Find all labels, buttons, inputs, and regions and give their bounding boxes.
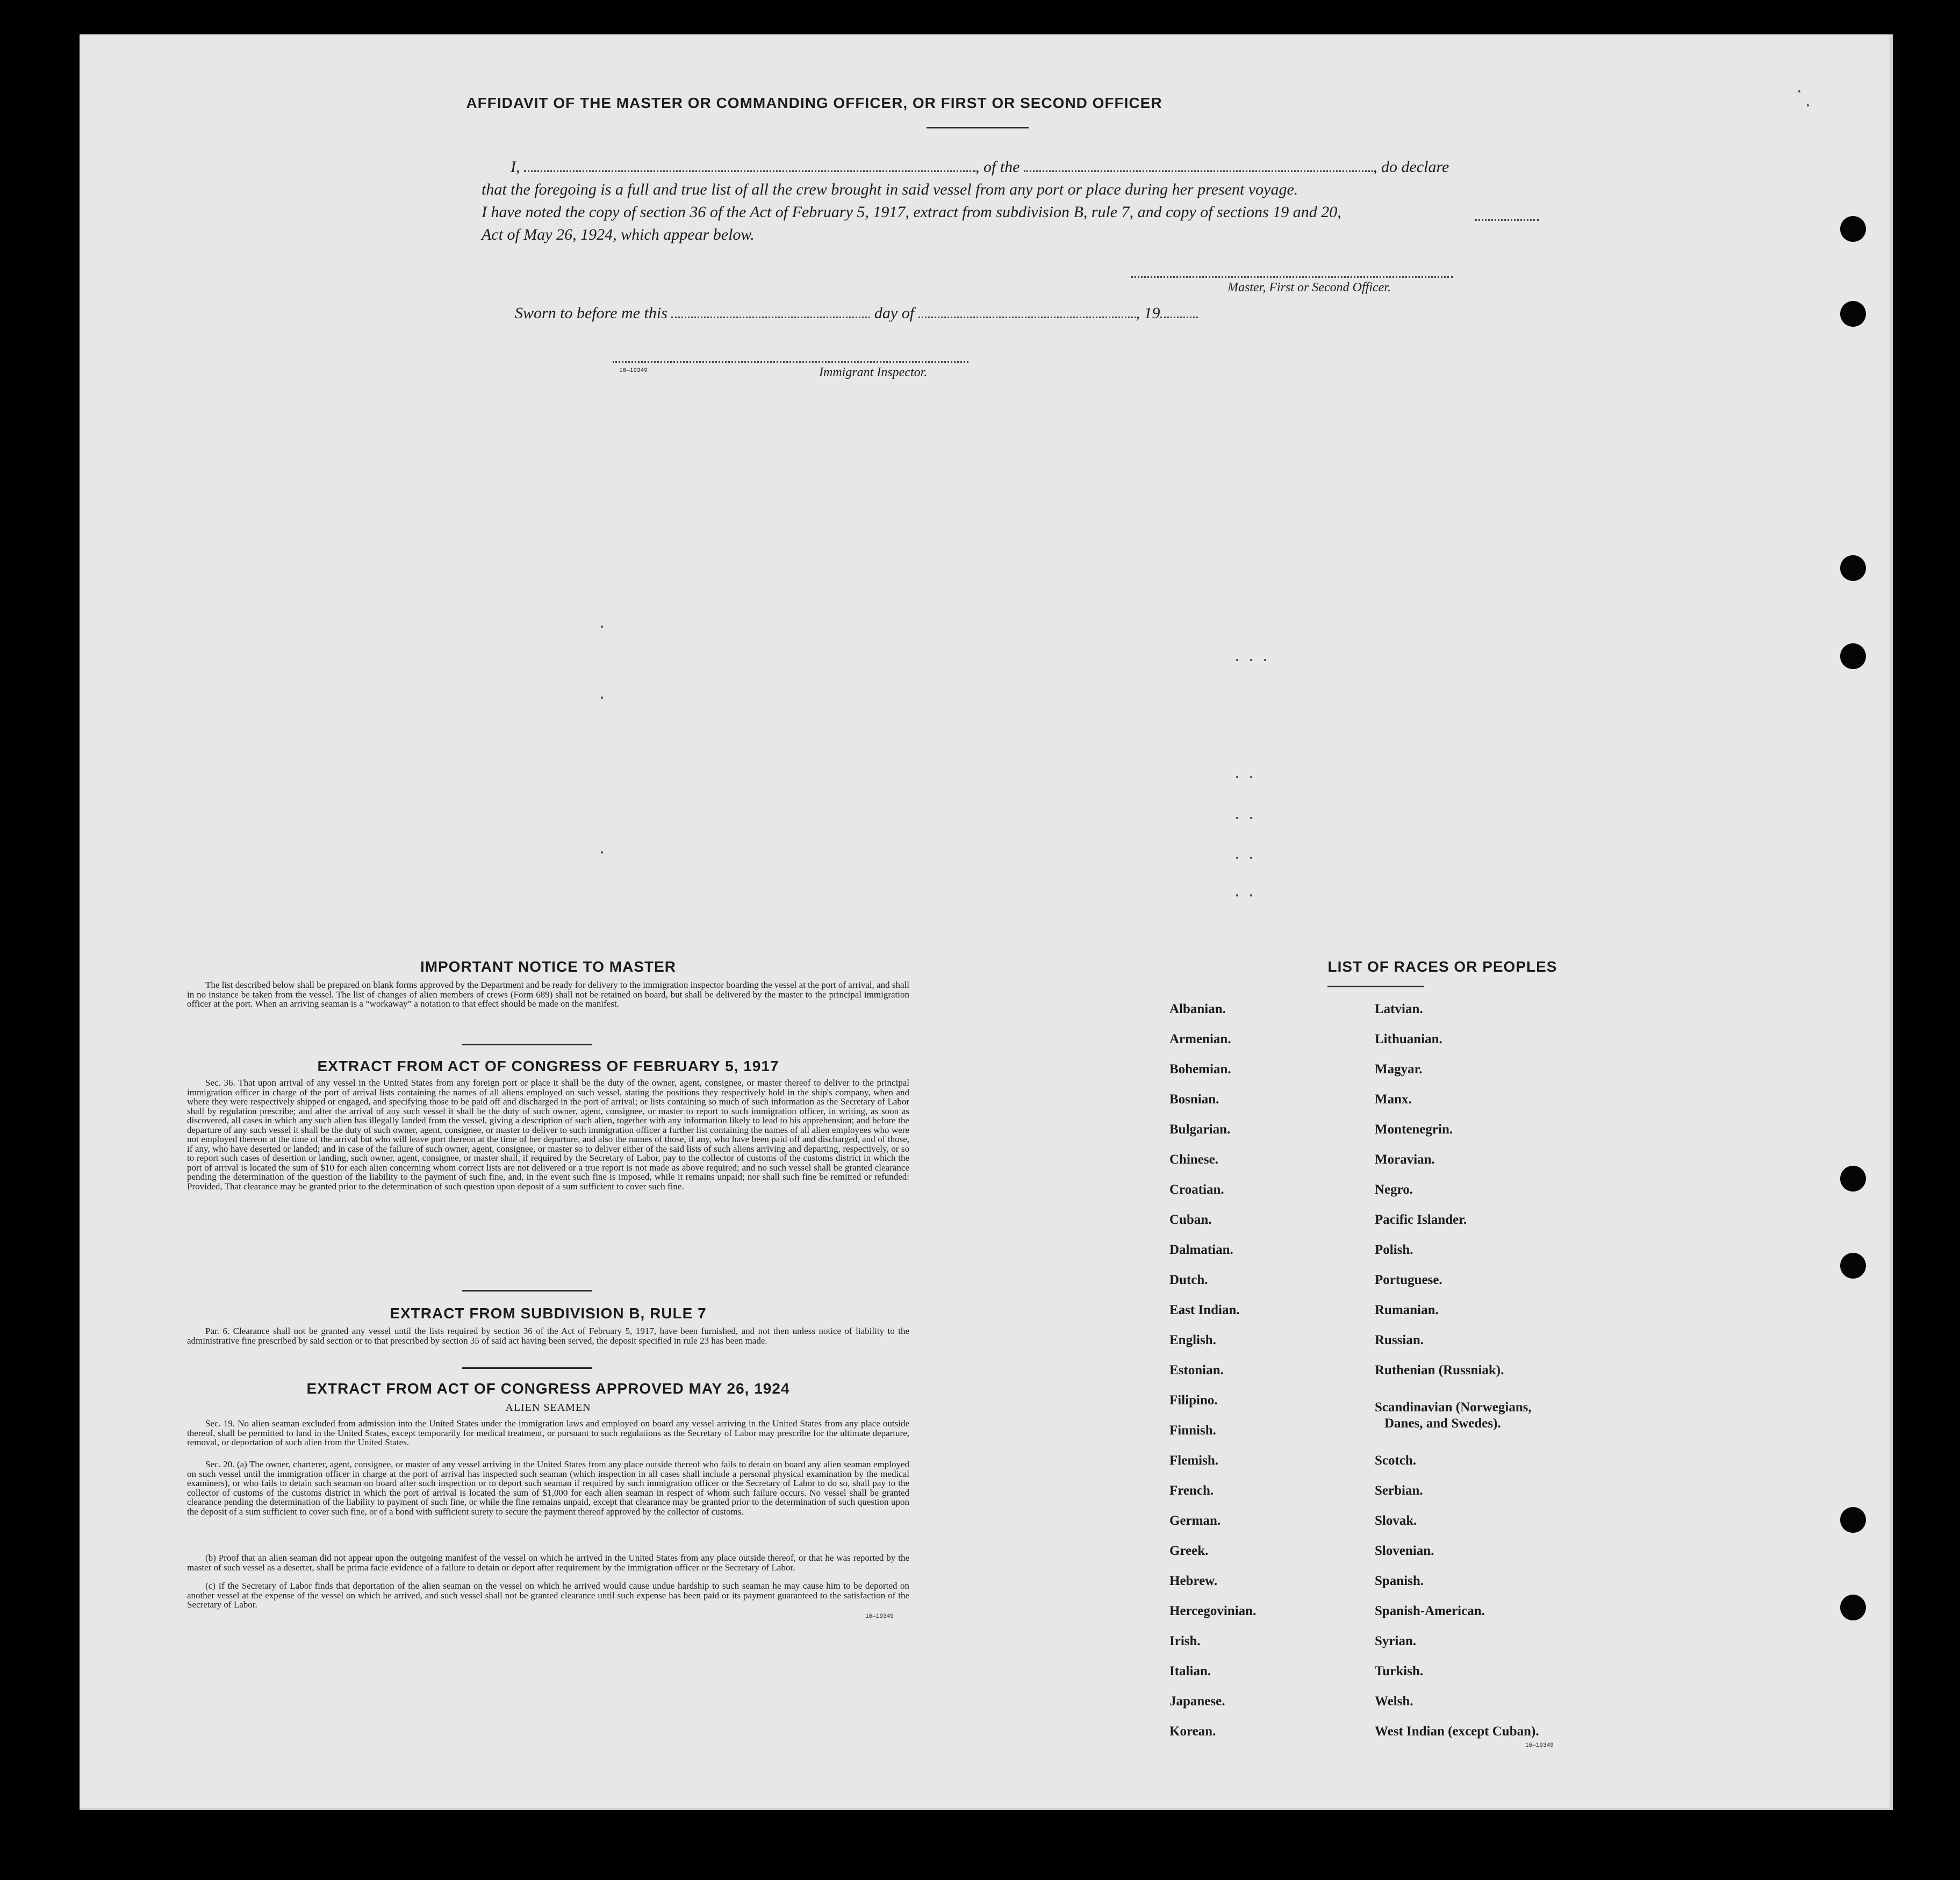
notice-body: The list described below shall be prepared on blank forms approved by the Department and be ready for delivery to the immigration inspector boarding the vessel at the port of arrival, and shall in no instance be taken from the vessel. The list of changes of alien members of crews (Form 689) shall not be retained on board, but shall be delivered by the master to the principal immigration officer at the port. When an arriving seaman is a “workaway” a notation to that effect should be made on the manifest. xyxy=(187,980,910,1009)
title-divider xyxy=(927,127,1029,128)
race-item: Armenian. xyxy=(1169,1032,1231,1046)
races-title: LIST OF RACES OR PEOPLES xyxy=(1327,958,1557,975)
race-item: Bulgarian. xyxy=(1169,1122,1231,1137)
race-item: East Indian. xyxy=(1169,1303,1240,1317)
inspector-signature-line[interactable] xyxy=(613,361,968,363)
race-item: Slovenian. xyxy=(1375,1544,1434,1558)
race-item: Spanish-American. xyxy=(1375,1604,1485,1618)
sworn-line: Sworn to before me this day of , 19 xyxy=(515,304,1198,322)
sworn-month-blank[interactable] xyxy=(918,306,1136,318)
document-sheet xyxy=(80,34,1893,1810)
inspector-label: Immigrant Inspector. xyxy=(819,365,928,379)
binder-hole xyxy=(1840,1507,1866,1533)
form-code: 16—19349 xyxy=(1525,1742,1554,1749)
race-item: Bosnian. xyxy=(1169,1092,1219,1107)
section-divider xyxy=(462,1290,592,1291)
race-item: Croatian. xyxy=(1169,1182,1224,1197)
race-item: Japanese. xyxy=(1169,1694,1225,1709)
race-item: Russian. xyxy=(1375,1333,1424,1347)
races-divider xyxy=(1327,986,1424,987)
race-item: Ruthenian (Russniak). xyxy=(1375,1363,1504,1377)
race-item: Moravian. xyxy=(1375,1152,1435,1167)
name-blank[interactable] xyxy=(524,160,975,172)
race-item: Polish. xyxy=(1375,1243,1413,1257)
vessel-blank[interactable] xyxy=(1024,160,1373,172)
binder-hole xyxy=(1840,1166,1866,1192)
sworn-year-blank[interactable] xyxy=(1160,306,1198,318)
race-item: Scotch. xyxy=(1375,1453,1417,1468)
race-item: Hebrew. xyxy=(1169,1574,1218,1588)
race-item: French. xyxy=(1169,1483,1214,1498)
race-item: Spanish. xyxy=(1375,1574,1424,1588)
race-item: Cuban. xyxy=(1169,1212,1212,1227)
form-code: 16—19349 xyxy=(865,1613,894,1620)
affidavit-line-4: Act of May 26, 1924, which appear below. xyxy=(482,226,755,243)
extract-1924-title: EXTRACT FROM ACT OF CONGRESS APPROVED MAY 26, 1924 xyxy=(306,1380,790,1397)
race-item: Estonian. xyxy=(1169,1363,1224,1377)
binder-hole xyxy=(1840,555,1866,581)
race-item: Irish. xyxy=(1169,1634,1201,1648)
sworn-day-blank[interactable] xyxy=(671,306,870,318)
race-item: Dalmatian. xyxy=(1169,1243,1233,1257)
race-item: Albanian. xyxy=(1169,1002,1226,1016)
extract-1917-body: Sec. 36. That upon arrival of any vessel in the United States from any foreign port or place it shall be the duty of the owner, agent, consignee, or master thereof to deliver to the principal immigration officer in charge of the port of arrival lists containing the names of all aliens employed on such vessel, stating the positions they respectively hold in the ship's company, when and where they were respectively shipped or engaged, and specifying those to be paid off and discharged in the port of arrival; or lists containing so much of such information as the Secretary of Labor shall by regulation prescribe; and after the arrival of any such vessel it shall be the duty of such owner, agent, consignee, or master to report to such immigration officer, in writing, as soon as discovered, all cases in which any such alien has illegally landed from the vessel, giving a description of such alien, together with any information likely to lead to his apprehension; and before the departure of any such vessel it shall be the duty of such owner, agent, consignee, or master to deliver to such immigration officer a further list containing the names of all alien employees who were not employed thereon at the time of the arrival but who will leave port thereon at the time of her departure, and also the names of those, if any, who have been paid off and discharged, and of those, if any, who have deserted or landed; and in case of the failure of such owner, agent, consignee, or master so to deliver either of the said lists of such aliens arriving and departing, respectively, or so to report such cases of desertion or landing, such owner, agent, consignee, or master shall, if required by the Secretary of Labor, pay to the collector of customs of the customs district in which the port of arrival is located the sum of $10 for each alien concerning whom correct lists are not delivered or a true report is not made as above required; and no such vessel shall be granted clearance pending the determination of the question of the liability to the payment of such fine, and, in the event such fine is imposed, while it remains unpaid; nor shall such fine be remitted or refunded: Provided, That clearance may be granted prior to the determination of such question upon deposit of a sum sufficient to cover such fine. xyxy=(187,1078,909,1192)
race-item: Bohemian. xyxy=(1169,1062,1231,1077)
race-item: Scandinavian (Norwegians, xyxy=(1375,1400,1532,1415)
affidavit-title: AFFIDAVIT OF THE MASTER OR COMMANDING OFFICER, OR FIRST OR SECOND OFFICER xyxy=(466,95,1162,111)
binder-hole xyxy=(1840,643,1866,669)
race-item: Slovak. xyxy=(1375,1513,1417,1528)
section-divider xyxy=(462,1367,592,1369)
race-item: Flemish. xyxy=(1169,1453,1218,1468)
race-item: Pacific Islander. xyxy=(1375,1212,1467,1227)
affidavit-line-1: I, , of the , do declare xyxy=(511,158,1449,176)
race-item: Chinese. xyxy=(1169,1152,1218,1167)
sec-20a-body: Sec. 20. (a) The owner, charterer, agent, consignee, or master of any vessel arriving in the United States from any place outside thereof who fails to detain on board any alien seaman employed on such vessel until the immigration officer in charge at the port of arrival has inspected such seaman (which inspection in all cases shall include a personal physical examination by the medical examiners), or who fails to detain such seaman on board after such inspection or to deport such seaman if required by such immigration officer or the Secretary of Labor to do so, shall pay to the collector of customs of the customs district in which the port of arrival is located the sum of $1,000 for each alien seaman in respect of whom such failure occurs. No vessel shall be granted clearance pending the determination of the liability to payment of such fine, or while the fine remains unpaid, except that clearance may be granted prior to the determination of such question upon the deposit of a sum sufficient to cover such fine, or of a bond with sufficient surety to secure the payment thereof approved by the collector of customs. xyxy=(187,1459,909,1517)
master-label: Master, First or Second Officer. xyxy=(1227,281,1391,295)
master-signature-line[interactable] xyxy=(1131,276,1453,278)
race-item: Manx. xyxy=(1375,1092,1412,1107)
extract-rule7-title: EXTRACT FROM SUBDIVISION B, RULE 7 xyxy=(390,1305,707,1322)
line-3-trail xyxy=(1475,219,1539,221)
sec-19-body: Sec. 19. No alien seaman excluded from admission into the United States under the immigration laws and employed on board any vessel arriving in the United States from any place outside thereof, shall be permitted to land in the United States, except temporarily for medical treatment, or pursuant to such regulations as the Secretary of Labor may prescribe for the ultimate departure, removal, or deportation of such alien from the United States. xyxy=(187,1418,909,1447)
race-item: Serbian. xyxy=(1375,1483,1423,1498)
extract-rule7-body: Par. 6. Clearance shall not be granted any vessel until the lists required by section 36 of the Act of February 5, 1917, have been furnished, and not then unless notice of liability to the administrative fine prescribed by said section or to that prescribed by section 35 of said act having been served, the deposit specified in rule 23 has been made. xyxy=(187,1326,909,1346)
race-item: English. xyxy=(1169,1333,1216,1347)
section-divider xyxy=(462,1044,592,1045)
race-item: Syrian. xyxy=(1375,1634,1417,1648)
affidavit-line-2: that the foregoing is a full and true list of all the crew brought in said vessel from any port or place during her present voyage. xyxy=(482,181,1298,198)
race-item: Turkish. xyxy=(1375,1664,1424,1678)
race-item: German. xyxy=(1169,1513,1221,1528)
extract-1917-title: EXTRACT FROM ACT OF CONGRESS OF FEBRUARY 5, 1917 xyxy=(317,1058,779,1074)
binder-hole xyxy=(1840,1253,1866,1279)
notice-title: IMPORTANT NOTICE TO MASTER xyxy=(420,958,677,975)
binder-hole xyxy=(1840,216,1866,242)
race-item: Lithuanian. xyxy=(1375,1032,1442,1046)
binder-hole xyxy=(1840,1595,1866,1620)
extract-1924-subtitle: ALIEN SEAMEN xyxy=(505,1402,591,1413)
race-item: Hercegovinian. xyxy=(1169,1604,1257,1618)
race-item: Dutch. xyxy=(1169,1273,1208,1287)
race-item: Finnish. xyxy=(1169,1423,1216,1438)
race-item: Danes, and Swedes). xyxy=(1384,1416,1501,1431)
race-item: Welsh. xyxy=(1375,1694,1413,1709)
race-item: Portuguese. xyxy=(1375,1273,1442,1287)
race-item: Rumanian. xyxy=(1375,1303,1439,1317)
race-item: Magyar. xyxy=(1375,1062,1423,1077)
race-item: Filipino. xyxy=(1169,1393,1218,1408)
sec-20b-body: (b) Proof that an alien seaman did not appear upon the outgoing manifest of the vessel on which he arrived in the United States from any place outside thereof, or that he was reported by the master of such vessel as a deserter, shall be prima facie evidence of a failure to detain or deport after requirement by the immigration officer or the Secretary of Labor. xyxy=(187,1553,909,1573)
race-item: Negro. xyxy=(1375,1182,1413,1197)
race-item: Korean. xyxy=(1169,1724,1216,1739)
affidavit-line-3: I have noted the copy of section 36 of the Act of February 5, 1917, extract from subdivision B, rule 7, and copy of sections 19 and 20, xyxy=(482,203,1341,221)
binder-hole xyxy=(1840,301,1866,327)
form-code: 16—19349 xyxy=(619,368,648,374)
race-item: Latvian. xyxy=(1375,1002,1423,1016)
race-item: Italian. xyxy=(1169,1664,1211,1678)
sec-20c-body: (c) If the Secretary of Labor finds that deportation of the alien seaman on the vessel on which he arrived would cause undue hardship to such seaman he may cause him to be deported on another vessel at the expense of the vessel on which he arrived, and such vessel shall not be granted clearance until such expense has been paid or its payment guaranteed to the satisfaction of the Secretary of Labor. xyxy=(187,1581,909,1610)
race-item: Montenegrin. xyxy=(1375,1122,1453,1137)
race-item: West Indian (except Cuban). xyxy=(1375,1724,1539,1739)
race-item: Greek. xyxy=(1169,1544,1209,1558)
